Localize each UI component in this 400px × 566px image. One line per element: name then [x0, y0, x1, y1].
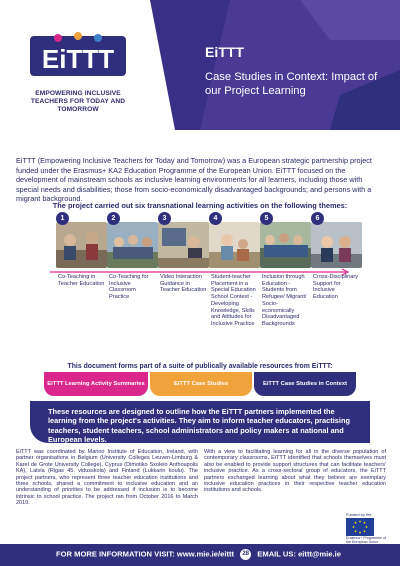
activity-label: Co-Teaching for Inclusive Classroom Practice — [109, 274, 149, 301]
activity-card — [158, 212, 209, 360]
resource-tab-summaries: EiTTT Learning Activity Summaries — [44, 372, 148, 396]
resource-tab-case-studies-context: EiTTT Case Studies in Context — [254, 372, 356, 396]
resource-tab-case-studies: EiTTT Case Studies — [150, 372, 252, 396]
footer-website-link[interactable]: FOR MORE INFORMATION VISIT: www.mie.ie/eittt — [56, 549, 235, 559]
activity-card — [107, 212, 158, 360]
footer-contact — [56, 549, 386, 560]
activity-photo — [56, 222, 107, 268]
footer-email-link[interactable]: EMAIL US: eittt@mie.ie — [257, 549, 341, 559]
body-column-left: EiTTT was coordinated by Marino Institute of Education, Ireland, with partner organisations in Belgium (University Colleges Leuven-Limburg & Karel de Grote University College), Cyprus (Dimotiko Sxoleio Anthoupolis KA), Latvia (Rigas 45. vidusskola) and Finland (Lukkarin koulu). The project partners, who represent three teacher education institutions and three schools, shared a commitment to inclusive education and an understanding of priorities to be addressed if inclusion is to become intrinsic to school practice. The project ran from October 2016 to March 2019. — [16, 449, 198, 507]
activity-number-badge: 4 — [209, 212, 222, 225]
eu-flag-icon — [346, 518, 374, 536]
intro-paragraph: EiTTT (Empowering Inclusive Teachers for Today and Tomorrow) was a European strategic partnership project funded under the Erasmus+ KA2 Education Programme of the European Union. EiTTT focused on the development of mainstream schools as inclusive learning environments for all learners, including those with special needs and disabilities; those from socio-economically disadvantaged backgrounds; and persons with a migrant background. — [16, 156, 372, 204]
activity-card — [260, 212, 311, 360]
activity-number-badge: 2 — [107, 212, 120, 225]
activity-photo — [209, 222, 260, 268]
suite-text: This document forms part of a suite of publically available resources from EiTTT: — [67, 363, 333, 370]
activity-number-badge: 6 — [311, 212, 324, 225]
resource-tabs — [44, 372, 356, 398]
activity-photo — [158, 222, 209, 268]
activity-card — [56, 212, 107, 360]
themes-heading: The project carried out six transnational learning activities on the following themes: — [52, 201, 348, 210]
activity-photo — [260, 222, 311, 268]
page-number: 28 — [240, 549, 251, 560]
activity-number-badge: 5 — [260, 212, 273, 225]
eittt-logo-mark — [28, 32, 128, 78]
activity-number-badge: 1 — [56, 212, 69, 225]
header — [0, 0, 400, 130]
highlight-text: These resources are designed to outline how the EiTTT partners implemented the learning from the project's activities. They aim to inform teacher educators, practising teachers, student teachers, school administrators and policy makers at national and European levels. — [48, 407, 350, 445]
page-title: EiTTT — [205, 44, 244, 60]
activity-label: Inclusion through Education - Students from Refugee/ Migrant/ Socio-economically Disadvantaged Backgrounds — [262, 274, 307, 327]
activity-label: Co-Teaching in Teacher Education — [58, 274, 105, 287]
footer — [0, 544, 400, 566]
activity-flow-arrow — [50, 268, 350, 276]
activity-photo — [311, 222, 362, 268]
activity-card — [311, 212, 362, 360]
activity-card — [209, 212, 260, 360]
activity-label: Student-teacher Placement in a Special Education School Context - Developing Knowledge, Skills and Attitudes for Inclusive Practice — [211, 274, 256, 327]
activity-number-badge: 3 — [158, 212, 171, 225]
activity-photo — [107, 222, 158, 268]
highlight-band — [30, 401, 370, 443]
eittt-logo — [18, 20, 138, 120]
eu-funded-text: Funded by the — [346, 512, 372, 517]
eu-programme-text: Erasmus+ Programme of the European Union — [346, 536, 387, 545]
page-subtitle: Case Studies in Context: Impact of our Project Learning — [205, 71, 378, 97]
svg-text:EiTTT: EiTTT — [41, 44, 115, 74]
logo-tagline: EMPOWERING INCLUSIVE TEACHERS FOR TODAY AND TOMORROW — [30, 90, 126, 113]
activity-label: Cross-Disciplinary Support for Inclusive Education — [313, 274, 359, 301]
activity-label: Video Interaction Guidance in Teacher Education — [160, 274, 207, 294]
body-column-right: With a view to facilitating learning for all in the diverse population of contemporary classrooms, EiTTT identified that schools themselves must also be enabled to provide support structures that can facilitate teachers' inclusive practice. As a cross-sectoral group of educators, the EiTTT partners exchanged learning about what they believe are exemplary inclusive education practices in their respective teacher education institutions and schools. — [204, 449, 386, 494]
activity-cards — [56, 212, 362, 360]
